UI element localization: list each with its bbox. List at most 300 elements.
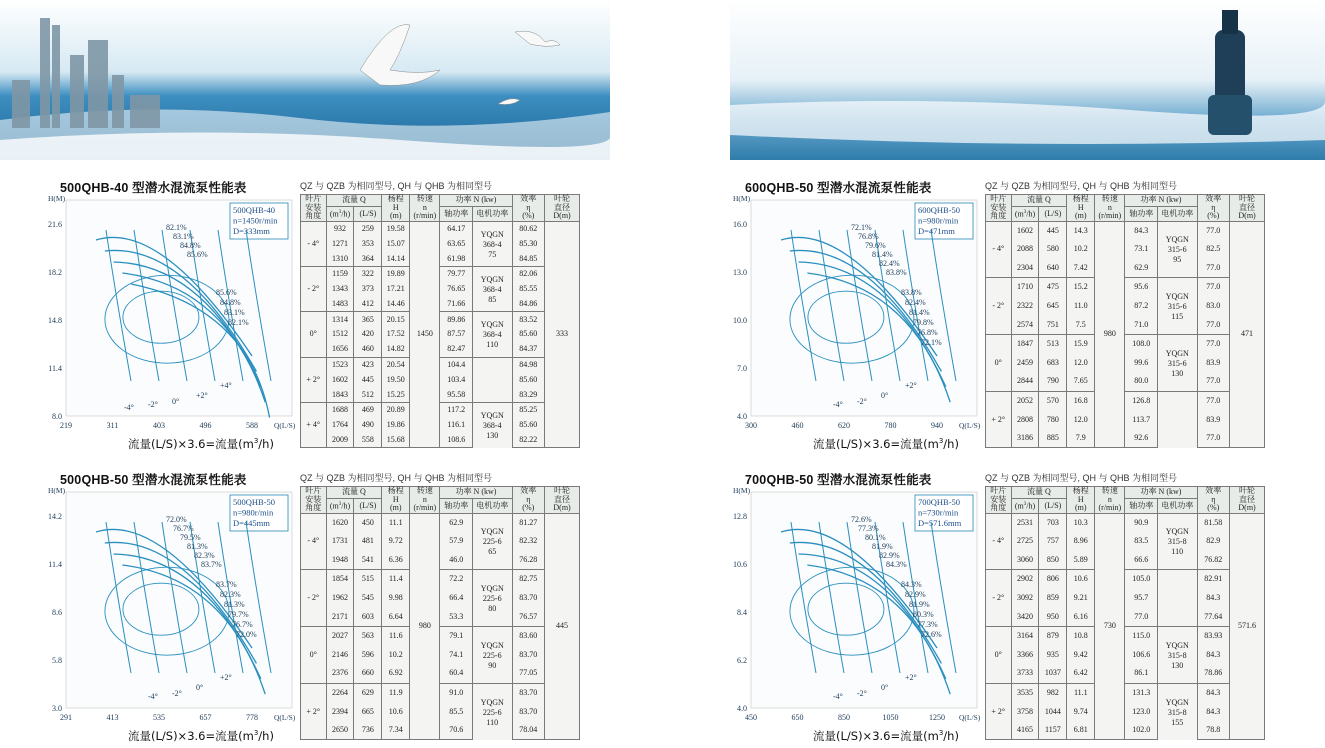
angle-cell: - 4° [301, 513, 327, 570]
flow-ls-cell: 640 [1039, 259, 1067, 278]
motor-model-text: 315-8 [1167, 537, 1187, 547]
col-angle [301, 195, 327, 222]
efficiency-label: 81.9% [909, 600, 930, 609]
efficiency-cell: 77.05 [512, 664, 545, 683]
angle-cell: + 2° [301, 683, 327, 740]
table-row [986, 626, 1265, 645]
motor-model-cell [1158, 221, 1198, 278]
flow-m3-cell: 1159 [326, 266, 354, 281]
impeller-cell: 571.6 [1230, 513, 1265, 740]
shaft-power-cell: 87.57 [440, 327, 473, 342]
shaft-power-cell: 123.0 [1125, 702, 1158, 721]
motor-model-text: 315-6 [1167, 358, 1187, 368]
table-row [301, 251, 580, 266]
x-axis-label: Q(L/S) [274, 421, 296, 430]
efficiency-label: 81.3% [187, 542, 208, 551]
motor-model-text: YQGN [480, 640, 504, 650]
efficiency-label: 79.6% [865, 241, 886, 250]
shaft-power-cell: 85.5 [440, 702, 473, 721]
header-text: H [392, 202, 399, 212]
header-text: 杨程 [1072, 194, 1089, 203]
head-cell: 14.46 [382, 297, 410, 312]
chart-info-line: n=1450r/min [233, 215, 278, 226]
impeller-cell: 333 [545, 221, 580, 448]
flow-m3-cell: 2052 [1011, 391, 1039, 410]
efficiency-label: 79.8% [913, 318, 934, 327]
efficiency-cell: 85.60 [512, 372, 545, 387]
efficiency-label: 83.7% [216, 580, 237, 589]
col-speed [410, 487, 440, 514]
flow-m3-cell: 2027 [326, 626, 354, 645]
header-text: 叶片 [990, 194, 1007, 203]
flow-m3-cell: 1314 [326, 312, 354, 327]
efficiency-cell: 85.60 [512, 327, 545, 342]
efficiency-cell: 77.0 [1197, 429, 1230, 448]
angle-cell: - 4° [986, 221, 1012, 278]
table-row [301, 312, 580, 327]
efficiency-label: 76.8% [858, 232, 879, 241]
efficiency-label: 82.3% [194, 551, 215, 560]
shaft-power-cell: 116.1 [440, 418, 473, 433]
chart-svg [0, 484, 298, 743]
head-cell: 10.8 [1067, 626, 1095, 645]
header-text: 杨程 [387, 486, 404, 495]
angle-cell: - 2° [986, 278, 1012, 335]
efficiency-cell: 81.58 [1197, 513, 1230, 532]
angle-cell: - 2° [301, 570, 327, 627]
panel-700qhb-50 [685, 468, 1275, 743]
impeller-cell: 471 [1230, 221, 1265, 448]
efficiency-cell: 85.25 [512, 403, 545, 418]
efficiency-label: 82.4% [905, 298, 926, 307]
shaft-power-cell: 108.6 [440, 433, 473, 448]
efficiency-label: 82.1% [228, 318, 249, 327]
head-cell: 11.1 [1067, 683, 1095, 702]
flow-ls-cell: 751 [1039, 316, 1067, 335]
efficiency-label: 79.5% [180, 533, 201, 542]
angle-cell: - 4° [301, 221, 327, 266]
head-cell: 6.16 [1067, 608, 1095, 627]
efficiency-cell: 83.70 [512, 683, 545, 702]
header-text: (%) [1207, 211, 1220, 220]
efficiency-cell: 78.86 [1197, 664, 1230, 683]
table-row [986, 702, 1265, 721]
motor-model-cell [473, 221, 513, 266]
motor-model-cell [1158, 683, 1198, 740]
efficiency-cell: 83.52 [512, 312, 545, 327]
col-motor: 电机功率 [1158, 499, 1198, 513]
flow-m3-cell: 1310 [326, 251, 354, 266]
col-flow-ls: (L/S) [1039, 207, 1067, 221]
flow-label-tail: /h) [943, 729, 959, 743]
y-tick-label: 8.6 [52, 608, 62, 617]
angle-label: 0° [881, 391, 889, 400]
table-row [301, 236, 580, 251]
motor-model-text: 110 [486, 717, 499, 727]
header-text: η [526, 494, 531, 504]
head-cell: 10.6 [1067, 570, 1095, 589]
flow-label-text: 流量(L/S)×3.6=流量(m [128, 437, 254, 451]
header-text: 角度 [990, 211, 1007, 220]
flow-m3-cell: 932 [326, 221, 354, 236]
efficiency-cell: 85.30 [512, 236, 545, 251]
motor-model-text: 90 [488, 660, 497, 670]
shaft-power-cell: 71.0 [1125, 316, 1158, 335]
table-row [986, 372, 1265, 391]
y-axis-label: H(M) [48, 486, 66, 495]
col-head [382, 487, 410, 514]
table-row [301, 608, 580, 627]
head-cell: 12.0 [1067, 353, 1095, 372]
chart-info-line: 500QHB-50 [233, 497, 276, 507]
flow-ls-cell: 512 [354, 387, 382, 402]
efficiency-cell: 82.91 [1197, 570, 1230, 589]
speed-cell: 1450 [410, 221, 440, 448]
flow-m3-cell: 1602 [326, 372, 354, 387]
efficiency-cell: 84.3 [1197, 683, 1230, 702]
col-flow-ls: (L/S) [354, 499, 382, 513]
table-row [301, 702, 580, 721]
flow-m3-cell: 1602 [1011, 221, 1039, 240]
col-speed [1095, 487, 1125, 514]
chart-info-line: D=445mm [233, 518, 270, 528]
efficiency-cell: 77.0 [1197, 278, 1230, 297]
y-tick-label: 3.0 [52, 704, 62, 713]
efficiency-label: 85.6% [216, 288, 237, 297]
y-axis-label: H(M) [733, 194, 751, 203]
head-cell: 11.6 [382, 626, 410, 645]
shaft-power-cell: 115.0 [1125, 626, 1158, 645]
motor-model-cell [473, 513, 513, 570]
header-text: D(m) [553, 211, 571, 220]
flow-m3-cell: 2264 [326, 683, 354, 702]
x-tick-label: 850 [838, 713, 850, 722]
efficiency-cell: 85.55 [512, 282, 545, 297]
col-flow: 流量 Q [326, 195, 382, 207]
panel-title: 500QHB-40 型潜水混流泵性能表 [60, 181, 247, 195]
header-text: 叶轮 [554, 486, 571, 495]
shaft-power-cell: 126.8 [1125, 391, 1158, 410]
header-text: 叶轮 [554, 194, 571, 203]
header-text: 叶片 [305, 486, 322, 495]
x-tick-label: 413 [106, 713, 119, 722]
flow-m3-cell: 2146 [326, 645, 354, 664]
motor-model-cell [473, 683, 513, 740]
performance-chart [0, 192, 298, 451]
performance-chart [0, 484, 298, 743]
shaft-power-cell: 102.0 [1125, 721, 1158, 740]
motor-model-text: 115 [1171, 312, 1184, 322]
col-motor: 电机功率 [1158, 207, 1198, 221]
flow-ls-cell: 364 [354, 251, 382, 266]
shaft-power-cell: 131.3 [1125, 683, 1158, 702]
shaft-power-cell: 80.0 [1125, 372, 1158, 391]
motor-model-cell [473, 312, 513, 357]
shaft-power-cell: 66.6 [1125, 551, 1158, 570]
efficiency-cell: 83.9 [1197, 353, 1230, 372]
efficiency-label: 81.9% [872, 542, 893, 551]
efficiency-label: 84.3% [901, 580, 922, 589]
model-equivalence-note: QZ 与 QZB 为相同型号, QH 与 QHB 为相同型号 [985, 181, 1178, 191]
motor-model-text: YQGN [480, 527, 504, 537]
header-text: 转速 [1101, 486, 1118, 495]
head-cell: 10.6 [382, 702, 410, 721]
table-row [986, 316, 1265, 335]
efficiency-label: 83.1% [173, 232, 194, 241]
speed-cell: 980 [410, 513, 440, 740]
flow-ls-cell: 469 [354, 403, 382, 418]
table-row [301, 645, 580, 664]
motor-model-text: 85 [488, 295, 497, 305]
x-tick-label: 219 [60, 421, 72, 430]
header-text: 转速 [416, 486, 433, 495]
efficiency-cell: 83.93 [1197, 626, 1230, 645]
panel-600qhb-50 [685, 176, 1275, 451]
sea-pump-illustration [730, 0, 1325, 160]
efficiency-label: 82.9% [905, 590, 926, 599]
flow-m3-cell: 1523 [326, 357, 354, 372]
x-tick-label: 940 [931, 421, 943, 430]
head-cell: 5.89 [1067, 551, 1095, 570]
flow-ls-cell: 806 [1039, 570, 1067, 589]
col-shaft-power: 轴功率 [440, 499, 473, 513]
shaft-power-cell: 77.0 [1125, 608, 1158, 627]
flow-m3-cell: 3186 [1011, 429, 1039, 448]
motor-model-text: 225-6 [482, 594, 502, 604]
head-cell: 7.5 [1067, 316, 1095, 335]
efficiency-label: 83.8% [886, 268, 907, 277]
header-text: H [1077, 202, 1084, 212]
motor-model-text: 80 [488, 604, 497, 614]
x-tick-label: 535 [153, 713, 165, 722]
y-tick-label: 12.8 [733, 512, 747, 521]
angle-label: -4° [833, 400, 843, 409]
efficiency-label: 76.8% [917, 328, 938, 337]
flow-ls-cell: 353 [354, 236, 382, 251]
flow-m3-cell: 2088 [1011, 240, 1039, 259]
flow-label-text: 流量(L/S)×3.6=流量(m [813, 437, 939, 451]
head-cell: 14.14 [382, 251, 410, 266]
flow-m3-cell: 1948 [326, 551, 354, 570]
chart-info-line: 700QHB-50 [918, 497, 961, 507]
header-text: (r/min) [1098, 503, 1122, 512]
panel-500qhb-50 [0, 468, 590, 743]
flow-label-sup: 3 [938, 729, 944, 738]
flow-conversion-label [128, 436, 274, 452]
flow-ls-cell: 790 [1039, 372, 1067, 391]
efficiency-cell: 77.0 [1197, 391, 1230, 410]
speed-cell: 730 [1095, 513, 1125, 740]
shaft-power-cell: 103.4 [440, 372, 473, 387]
flow-m3-cell: 2844 [1011, 372, 1039, 391]
sea-skyline-illustration [0, 0, 610, 160]
header-text: (r/min) [1098, 211, 1122, 220]
table-row [986, 221, 1265, 240]
flow-m3-cell: 1512 [326, 327, 354, 342]
motor-model-text: YQGN [480, 697, 504, 707]
shaft-power-cell: 89.86 [440, 312, 473, 327]
header-text: 角度 [990, 503, 1007, 512]
efficiency-cell: 82.9 [1197, 532, 1230, 551]
shaft-power-cell: 90.9 [1125, 513, 1158, 532]
flow-ls-cell: 596 [354, 645, 382, 664]
shaft-power-cell: 104.4 [440, 357, 473, 372]
table-row [301, 570, 580, 589]
header-text: 直径 [1239, 202, 1256, 212]
shaft-power-cell: 87.2 [1125, 297, 1158, 316]
head-cell: 6.42 [1067, 664, 1095, 683]
efficiency-label: 83.1% [224, 308, 245, 317]
angle-label: 0° [172, 397, 180, 406]
flow-ls-cell: 660 [354, 664, 382, 683]
head-cell: 10.2 [1067, 240, 1095, 259]
motor-model-text: 95 [1173, 255, 1182, 265]
flow-ls-cell: 545 [354, 589, 382, 608]
flow-m3-cell: 1764 [326, 418, 354, 433]
y-tick-label: 6.2 [737, 656, 747, 665]
header-text: D(m) [1238, 211, 1256, 220]
shaft-power-cell: 99.6 [1125, 353, 1158, 372]
header-text: 效率 [1205, 194, 1222, 203]
table-row [986, 410, 1265, 429]
efficiency-cell: 76.82 [1197, 551, 1230, 570]
angle-cell: 0° [986, 626, 1012, 683]
col-speed [410, 195, 440, 222]
head-cell: 7.65 [1067, 372, 1095, 391]
angle-label: -4° [833, 692, 843, 701]
shaft-power-cell: 91.0 [440, 683, 473, 702]
flow-m3-cell: 2650 [326, 721, 354, 740]
table-row [986, 721, 1265, 740]
flow-ls-cell: 445 [1039, 221, 1067, 240]
efficiency-cell: 77.0 [1197, 316, 1230, 335]
shaft-power-cell: 83.5 [1125, 532, 1158, 551]
col-impeller [1230, 195, 1265, 222]
header-text: (%) [522, 211, 535, 220]
motor-model-text: 155 [1171, 717, 1184, 727]
col-power: 功率 N (kw) [440, 487, 512, 499]
motor-model-text: 368-4 [482, 330, 502, 340]
efficiency-label: 72.0% [236, 630, 257, 639]
flow-m3-cell: 2531 [1011, 513, 1039, 532]
col-flow: 流量 Q [326, 487, 382, 499]
flow-label-sup: 3 [938, 437, 944, 446]
efficiency-cell: 83.60 [512, 626, 545, 645]
efficiency-label: 84.3% [886, 560, 907, 569]
shaft-power-cell: 70.6 [440, 721, 473, 740]
header-text: 安装 [305, 494, 322, 504]
flow-ls-cell: 736 [354, 721, 382, 740]
flow-ls-cell: 950 [1039, 608, 1067, 627]
head-cell: 6.81 [1067, 721, 1095, 740]
flow-m3-cell: 2902 [1011, 570, 1039, 589]
angle-cell: + 2° [986, 391, 1012, 448]
table-row [986, 513, 1265, 532]
header-text: 转速 [416, 194, 433, 203]
header-text: 角度 [305, 211, 322, 220]
shaft-power-cell: 72.2 [440, 570, 473, 589]
angle-cell: 0° [301, 626, 327, 683]
head-cell: 11.9 [382, 683, 410, 702]
flow-m3-cell: 1343 [326, 282, 354, 297]
flow-label-tail: /h) [943, 437, 959, 451]
shaft-power-cell: 74.1 [440, 645, 473, 664]
flow-ls-cell: 629 [354, 683, 382, 702]
shaft-power-cell: 64.17 [440, 221, 473, 236]
header-text: 安装 [990, 202, 1007, 212]
table-row [301, 418, 580, 433]
col-flow-m3: $(m^3/h)$ [326, 207, 354, 221]
performance-table [300, 194, 580, 448]
angle-cell: + 2° [986, 683, 1012, 740]
shaft-power-cell: 79.77 [440, 266, 473, 281]
header-text: H [392, 494, 399, 504]
head-cell: 11.0 [1067, 297, 1095, 316]
flow-ls-cell: 412 [354, 297, 382, 312]
flow-m3-cell: 3060 [1011, 551, 1039, 570]
head-cell: 20.54 [382, 357, 410, 372]
head-cell: 19.89 [382, 266, 410, 281]
y-tick-label: 8.0 [52, 412, 62, 421]
head-cell: 11.4 [382, 570, 410, 589]
chart-info-line: n=730r/min [918, 507, 959, 518]
x-tick-label: 300 [745, 421, 757, 430]
flow-m3-cell: 1843 [326, 387, 354, 402]
angle-label: -2° [172, 689, 182, 698]
flow-m3-cell: 4165 [1011, 721, 1039, 740]
efficiency-cell: 77.0 [1197, 372, 1230, 391]
x-tick-label: 1250 [929, 713, 945, 722]
flow-ls-cell: 879 [1039, 626, 1067, 645]
header-text: (m) [1075, 211, 1087, 220]
efficiency-cell: 82.06 [512, 266, 545, 281]
angle-cell: + 4° [301, 403, 327, 448]
efficiency-label: 80.1% [865, 533, 886, 542]
flow-ls-cell: 570 [1039, 391, 1067, 410]
efficiency-cell: 85.60 [512, 418, 545, 433]
flow-ls-cell: 481 [354, 532, 382, 551]
flow-label-tail: /h) [258, 729, 274, 743]
performance-table [985, 194, 1265, 448]
table-row [301, 433, 580, 448]
col-speed [1095, 195, 1125, 222]
flow-m3-cell: 1656 [326, 342, 354, 357]
header-text: (m) [390, 211, 402, 220]
flow-ls-cell: 490 [354, 418, 382, 433]
angle-cell: + 2° [301, 357, 327, 402]
head-cell: 14.3 [1067, 221, 1095, 240]
y-tick-label: 11.4 [48, 364, 62, 373]
efficiency-cell: 84.3 [1197, 645, 1230, 664]
angle-label: 0° [881, 683, 889, 692]
y-tick-label: 5.8 [52, 656, 62, 665]
efficiency-label: 72.1% [921, 338, 942, 347]
flow-ls-cell: 460 [354, 342, 382, 357]
flow-ls-cell: 563 [354, 626, 382, 645]
shaft-power-cell: 73.1 [1125, 240, 1158, 259]
header-text: D(m) [1238, 503, 1256, 512]
efficiency-label: 81.4% [872, 250, 893, 259]
efficiency-cell: 76.57 [512, 608, 545, 627]
shaft-power-cell: 108.0 [1125, 334, 1158, 353]
flow-ls-cell: 423 [354, 357, 382, 372]
motor-model-cell [473, 357, 513, 402]
x-tick-label: 450 [745, 713, 757, 722]
flow-m3-cell: 1271 [326, 236, 354, 251]
flow-m3-cell: 1854 [326, 570, 354, 589]
flow-ls-cell: 373 [354, 282, 382, 297]
motor-model-text: YQGN [480, 320, 504, 330]
